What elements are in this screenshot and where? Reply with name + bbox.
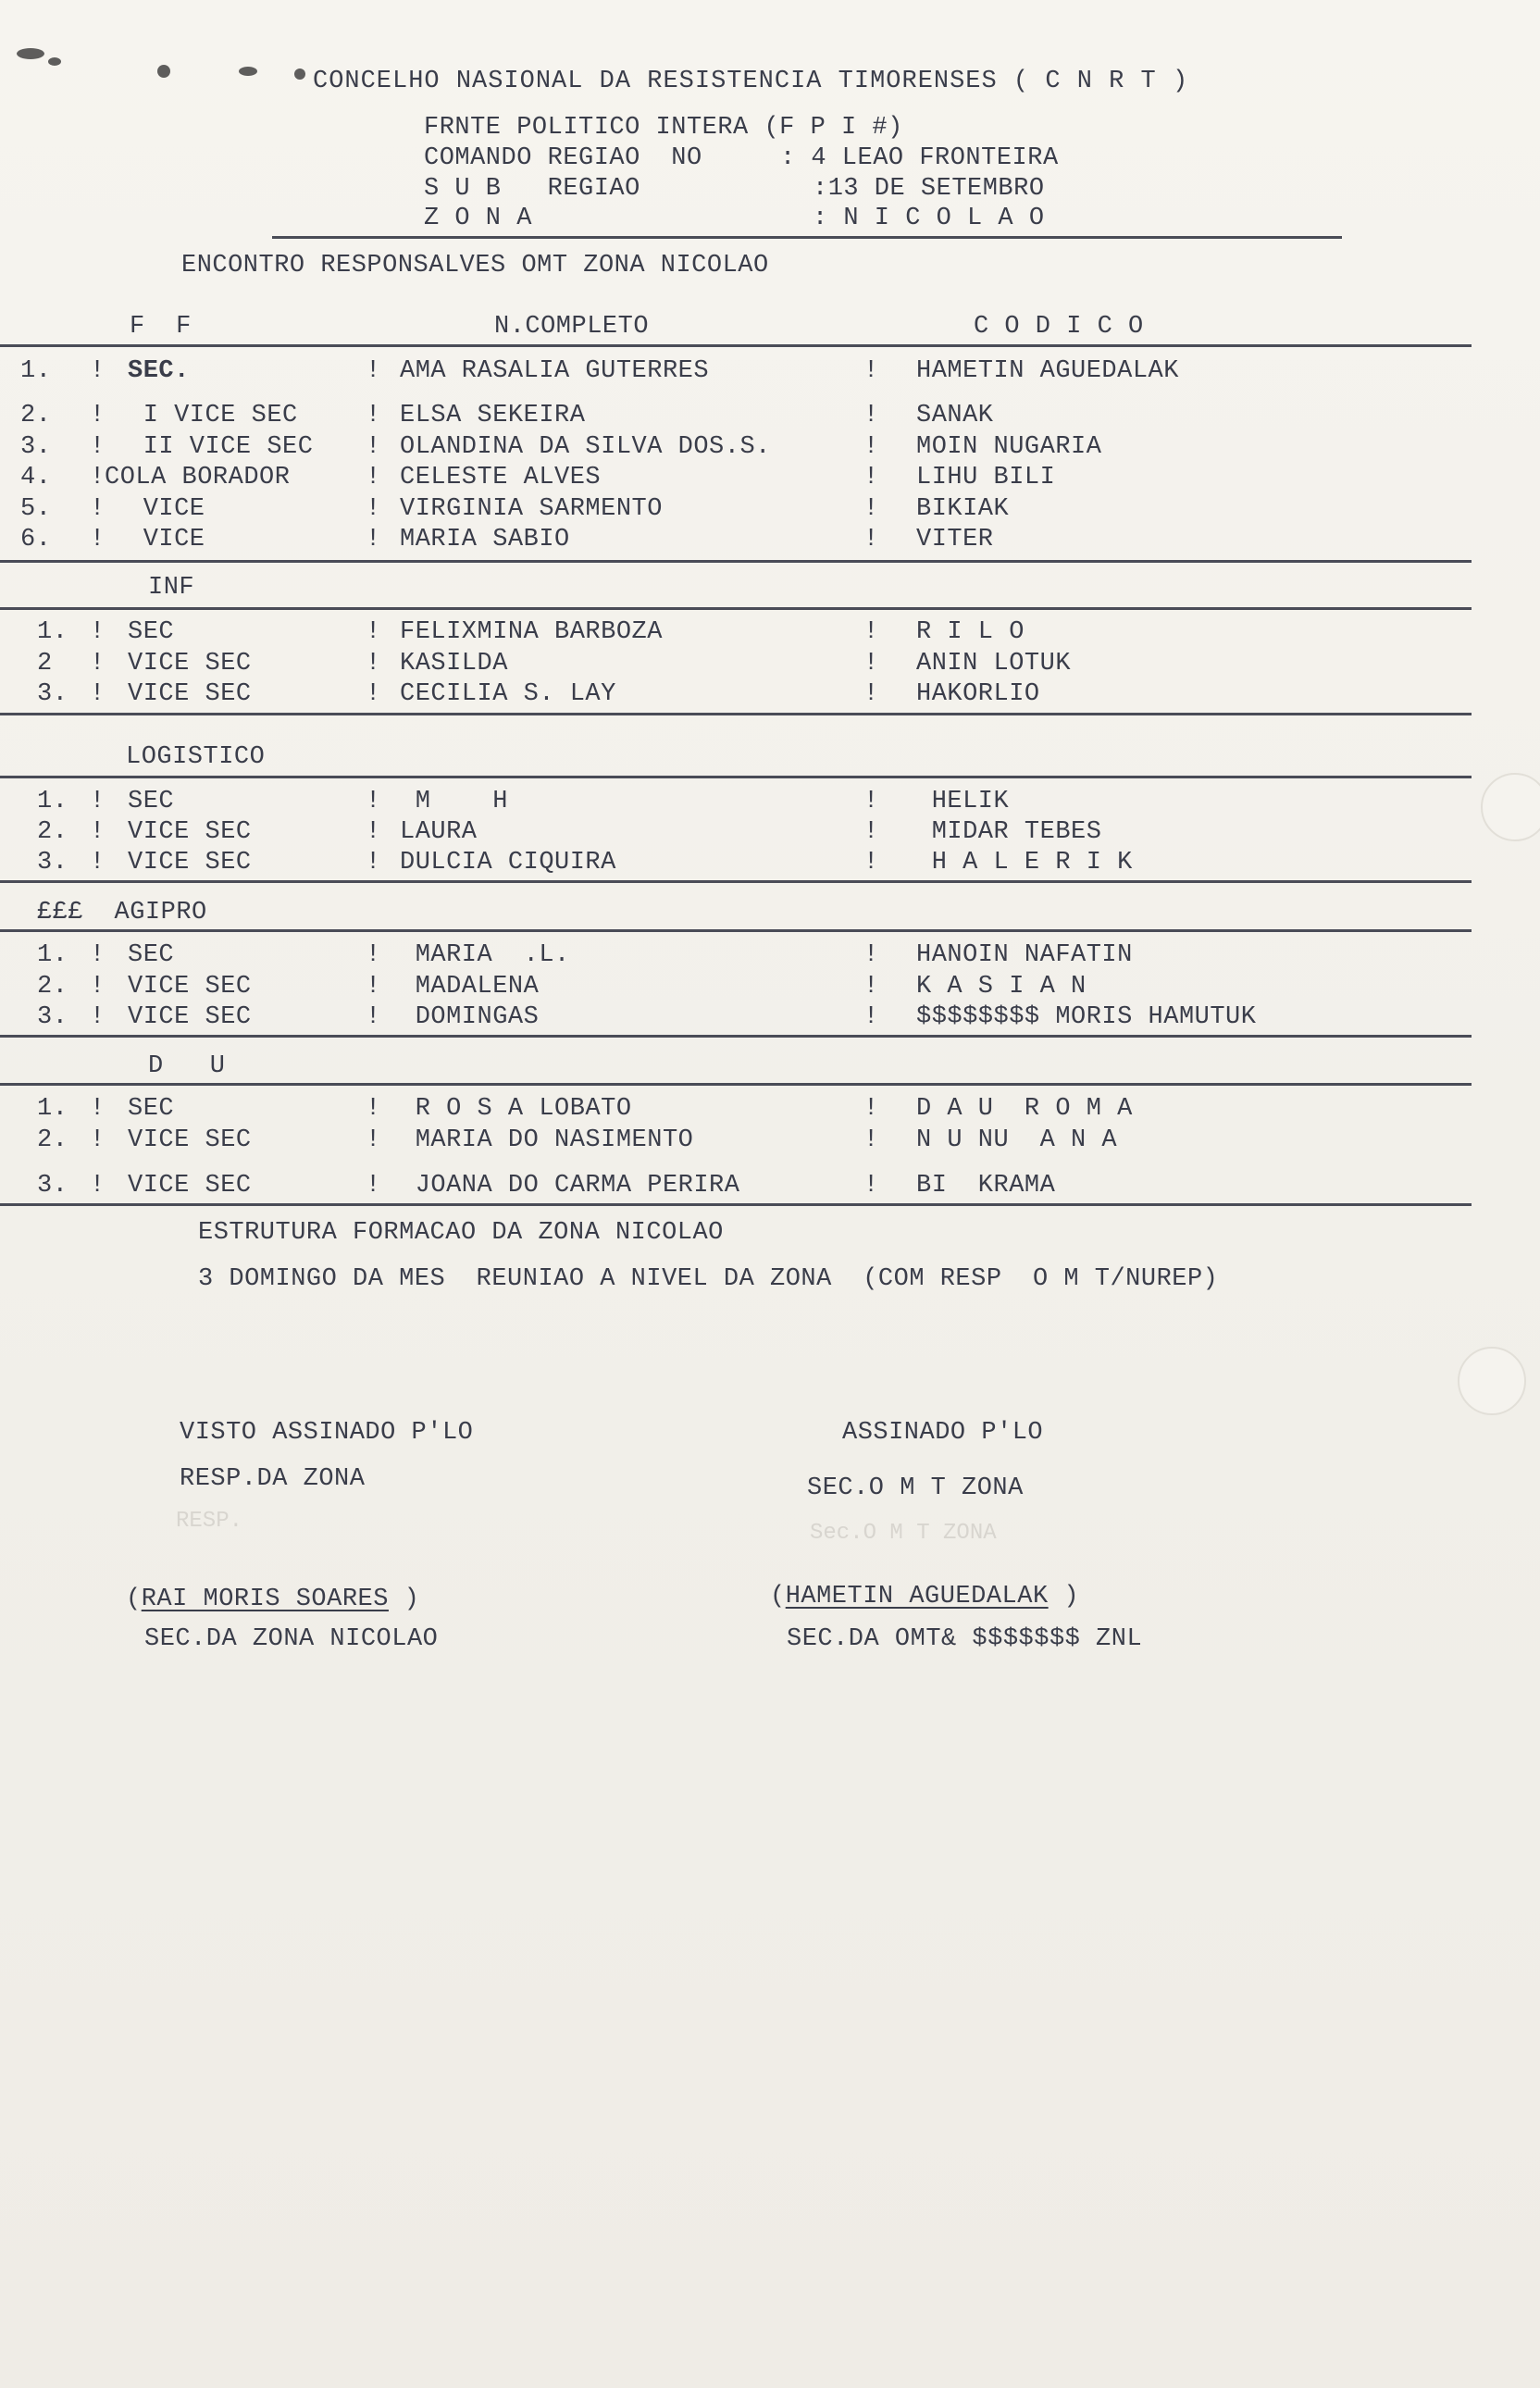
- row-number: 2.: [37, 973, 68, 1001]
- row-number: 1.: [20, 357, 52, 385]
- table-row: [0, 818, 1540, 849]
- code-cell: SANAK: [916, 402, 994, 429]
- column-separator: !: [366, 973, 381, 1001]
- column-separator: !: [366, 357, 381, 385]
- role-cell: VICE SEC: [128, 650, 252, 678]
- column-separator: !: [863, 818, 879, 846]
- column-separator: !: [863, 788, 879, 815]
- sign-left-title: SEC.DA ZONA NICOLAO: [144, 1625, 439, 1653]
- column-separator: !: [863, 680, 879, 708]
- code-cell: HAMETIN AGUEDALAK: [916, 357, 1179, 385]
- role-cell: VICE SEC: [128, 1126, 252, 1154]
- column-separator: !: [366, 941, 381, 969]
- code-cell: HELIK: [916, 788, 1010, 815]
- comando-value: : 4 LEAO FRONTEIRA: [780, 144, 1059, 172]
- row-number: 2.: [37, 818, 68, 846]
- section-rule: [0, 1083, 1472, 1086]
- zona-value: : N I C O L A O: [813, 205, 1045, 232]
- row-number: 3.: [20, 433, 52, 461]
- role-cell: SEC: [128, 618, 175, 646]
- section-rule: [0, 776, 1472, 778]
- column-separator: !: [90, 464, 106, 491]
- section-title: D U: [148, 1052, 226, 1080]
- name-cell: CELESTE ALVES: [400, 464, 602, 491]
- column-separator: !: [863, 1095, 879, 1123]
- code-cell: $$$$$$$$ MORIS HAMUTUK: [916, 1003, 1257, 1031]
- role-cell: SEC: [128, 1095, 175, 1123]
- section-title: LOGISTICO: [126, 743, 266, 771]
- name-cell: MARIA DO NASIMENTO: [400, 1126, 694, 1154]
- name-cell: MADALENA: [400, 973, 540, 1001]
- table-row: [0, 526, 1540, 556]
- role-cell: VICE: [128, 526, 205, 553]
- name-cell: JOANA DO CARMA PERIRA: [400, 1172, 740, 1200]
- faded-impression: Sec.O M T ZONA: [810, 1521, 997, 1546]
- column-separator: !: [90, 1095, 106, 1123]
- section-title: £££ AGIPRO: [37, 899, 207, 927]
- table-row: [0, 1095, 1540, 1126]
- row-number: 2.: [20, 402, 52, 429]
- subregiao-label: S U B REGIAO: [424, 175, 640, 203]
- role-cell: SEC: [128, 788, 175, 815]
- code-cell: BI KRAMA: [916, 1172, 1056, 1200]
- column-separator: !: [366, 1172, 381, 1200]
- role-cell: SEC: [128, 941, 175, 969]
- role-cell: II VICE SEC: [128, 433, 314, 461]
- faded-impression: RESP.: [176, 1509, 243, 1534]
- column-separator: !: [366, 680, 381, 708]
- column-separator: !: [366, 650, 381, 678]
- column-code: C O D I C O: [974, 313, 1144, 341]
- code-cell: MOIN NUGARIA: [916, 433, 1102, 461]
- row-number: 6.: [20, 526, 52, 553]
- column-separator: !: [90, 1172, 106, 1200]
- column-separator: !: [90, 402, 106, 429]
- section-rule: [0, 713, 1472, 715]
- column-separator: !: [863, 433, 879, 461]
- code-cell: BIKIAK: [916, 495, 1010, 523]
- zona-label: Z O N A: [424, 205, 532, 232]
- section-rule: [0, 929, 1472, 932]
- column-separator: !: [366, 618, 381, 646]
- code-cell: N U NU A N A: [916, 1126, 1118, 1154]
- role-cell: SEC.: [128, 357, 190, 385]
- name-cell: KASILDA: [400, 650, 508, 678]
- code-cell: HAKORLIO: [916, 680, 1040, 708]
- column-separator: !: [366, 849, 381, 877]
- table-row: [0, 680, 1540, 711]
- role-cell: VICE SEC: [128, 849, 252, 877]
- column-separator: !: [90, 680, 106, 708]
- role-cell: VICE SEC: [128, 1003, 252, 1031]
- code-cell: MIDAR TEBES: [916, 818, 1102, 846]
- column-separator: !: [863, 849, 879, 877]
- row-number: 5.: [20, 495, 52, 523]
- column-separator: !: [863, 464, 879, 491]
- column-separator: !: [863, 402, 879, 429]
- name-cell: FELIXMINA BARBOZA: [400, 618, 663, 646]
- row-number: 1.: [37, 788, 68, 815]
- row-number: 1.: [37, 618, 68, 646]
- name-cell: DOMINGAS: [400, 1003, 540, 1031]
- ink-smudge: [294, 68, 305, 80]
- column-separator: !: [863, 973, 879, 1001]
- comando-label: COMANDO REGIAO NO: [424, 144, 702, 172]
- code-cell: HANOIN NAFATIN: [916, 941, 1133, 969]
- name-cell: M H: [400, 788, 508, 815]
- column-separator: !: [366, 788, 381, 815]
- right-signatory-name: HAMETIN AGUEDALAK: [785, 1583, 1049, 1611]
- code-cell: VITER: [916, 526, 994, 553]
- name-cell: R O S A LOBATO: [400, 1095, 632, 1123]
- column-separator: !: [366, 464, 381, 491]
- sign-left-name: (RAI MORIS SOARES ): [126, 1586, 420, 1613]
- row-number: 3.: [37, 680, 68, 708]
- column-name: N.COMPLETO: [494, 313, 650, 341]
- sign-right-name: (HAMETIN AGUEDALAK ): [770, 1583, 1080, 1611]
- column-separator: !: [90, 650, 106, 678]
- name-cell: CECILIA S. LAY: [400, 680, 616, 708]
- left-signatory-name: RAI MORIS SOARES: [141, 1586, 389, 1613]
- name-cell: MARIA .L.: [400, 941, 570, 969]
- table-row: [0, 495, 1540, 526]
- table-row: [0, 1126, 1540, 1157]
- role-cell: I VICE SEC: [128, 402, 298, 429]
- column-separator: !: [90, 357, 106, 385]
- column-separator: !: [90, 941, 106, 969]
- table-row: [0, 464, 1540, 494]
- column-separator: !: [863, 618, 879, 646]
- role-cell: COLA BORADOR: [105, 464, 291, 491]
- role-cell: VICE SEC: [128, 818, 252, 846]
- table-row: [0, 941, 1540, 972]
- column-separator: !: [366, 526, 381, 553]
- role-cell: VICE SEC: [128, 1172, 252, 1200]
- column-ff: F F: [130, 313, 192, 341]
- table-row: [0, 433, 1540, 464]
- column-separator: !: [863, 1126, 879, 1154]
- row-number: 3.: [37, 1172, 68, 1200]
- column-separator: !: [90, 1126, 106, 1154]
- table-rule-top: [0, 344, 1472, 347]
- section-title: INF: [148, 574, 195, 602]
- column-separator: !: [863, 941, 879, 969]
- table-row: [0, 973, 1540, 1003]
- name-cell: MARIA SABIO: [400, 526, 570, 553]
- table-row: [0, 1003, 1540, 1034]
- table-row: [0, 849, 1540, 879]
- code-cell: LIHU BILI: [916, 464, 1056, 491]
- meeting-note: 3 DOMINGO DA MES REUNIAO A NIVEL DA ZONA (COM RESP O M T/NUREP): [198, 1265, 1219, 1293]
- code-cell: ANIN LOTUK: [916, 650, 1072, 678]
- name-cell: LAURA: [400, 818, 478, 846]
- section-rule: [0, 607, 1472, 610]
- name-cell: OLANDINA DA SILVA DOS.S.: [400, 433, 771, 461]
- header-rule: [272, 236, 1342, 239]
- ink-smudge: [157, 65, 170, 78]
- column-separator: !: [863, 650, 879, 678]
- column-separator: !: [366, 433, 381, 461]
- name-cell: VIRGINIA SARMENTO: [400, 495, 663, 523]
- org-title: CONCELHO NASIONAL DA RESISTENCIA TIMORENSES ( C N R T ): [313, 68, 1189, 95]
- name-cell: AMA RASALIA GUTERRES: [400, 357, 710, 385]
- column-separator: !: [366, 818, 381, 846]
- column-separator: !: [90, 818, 106, 846]
- column-separator: !: [90, 788, 106, 815]
- section-rule: [0, 1203, 1472, 1206]
- role-cell: VICE SEC: [128, 973, 252, 1001]
- role-cell: VICE: [128, 495, 205, 523]
- row-number: 3.: [37, 849, 68, 877]
- role-cell: VICE SEC: [128, 680, 252, 708]
- sign-left-line1: VISTO ASSINADO P'LO: [180, 1419, 474, 1447]
- name-cell: ELSA SEKEIRA: [400, 402, 586, 429]
- column-separator: !: [366, 495, 381, 523]
- column-separator: !: [90, 526, 106, 553]
- section-rule: [0, 1035, 1472, 1038]
- column-separator: !: [366, 1003, 381, 1031]
- table-row: [0, 357, 1540, 388]
- row-number: 4.: [20, 464, 52, 491]
- column-separator: !: [90, 973, 106, 1001]
- sign-right-line1: ASSINADO P'LO: [842, 1419, 1044, 1447]
- column-separator: !: [90, 849, 106, 877]
- table-row: [0, 650, 1540, 680]
- table-row: [0, 788, 1540, 818]
- meeting-title: ENCONTRO RESPONSALVES OMT ZONA NICOLAO: [181, 252, 769, 280]
- sign-left-line2: RESP.DA ZONA: [180, 1465, 366, 1493]
- code-cell: K A S I A N: [916, 973, 1087, 1001]
- column-separator: !: [90, 618, 106, 646]
- table-row: [0, 618, 1540, 649]
- structure-note: ESTRUTURA FORMACAO DA ZONA NICOLAO: [198, 1219, 724, 1247]
- column-separator: !: [90, 433, 106, 461]
- column-separator: !: [366, 1126, 381, 1154]
- row-number: 3.: [37, 1003, 68, 1031]
- column-separator: !: [863, 1003, 879, 1031]
- column-separator: !: [863, 495, 879, 523]
- code-cell: R I L O: [916, 618, 1025, 646]
- ink-smudge: [17, 48, 44, 59]
- column-separator: !: [863, 526, 879, 553]
- ink-smudge: [239, 67, 257, 76]
- column-separator: !: [90, 495, 106, 523]
- section-rule: [0, 880, 1472, 883]
- section-rule: [0, 560, 1472, 563]
- paper-hole: [1458, 1347, 1526, 1415]
- column-separator: !: [366, 402, 381, 429]
- code-cell: D A U R O M A: [916, 1095, 1133, 1123]
- column-separator: !: [863, 1172, 879, 1200]
- sign-right-title: SEC.DA OMT& $$$$$$$ ZNL: [787, 1625, 1143, 1653]
- row-number: 1.: [37, 1095, 68, 1123]
- table-row: [0, 1172, 1540, 1202]
- subregiao-value: :13 DE SETEMBRO: [813, 175, 1045, 203]
- column-separator: !: [366, 1095, 381, 1123]
- column-separator: !: [863, 357, 879, 385]
- column-separator: !: [90, 1003, 106, 1031]
- row-number: 2: [37, 650, 53, 678]
- ink-smudge: [48, 57, 61, 66]
- code-cell: H A L E R I K: [916, 849, 1133, 877]
- front-line: FRNTE POLITICO INTERA (F P I #): [424, 114, 903, 142]
- row-number: 1.: [37, 941, 68, 969]
- table-row: [0, 402, 1540, 432]
- name-cell: DULCIA CIQUIRA: [400, 849, 616, 877]
- row-number: 2.: [37, 1126, 68, 1154]
- sign-right-line2: SEC.O M T ZONA: [807, 1474, 1024, 1502]
